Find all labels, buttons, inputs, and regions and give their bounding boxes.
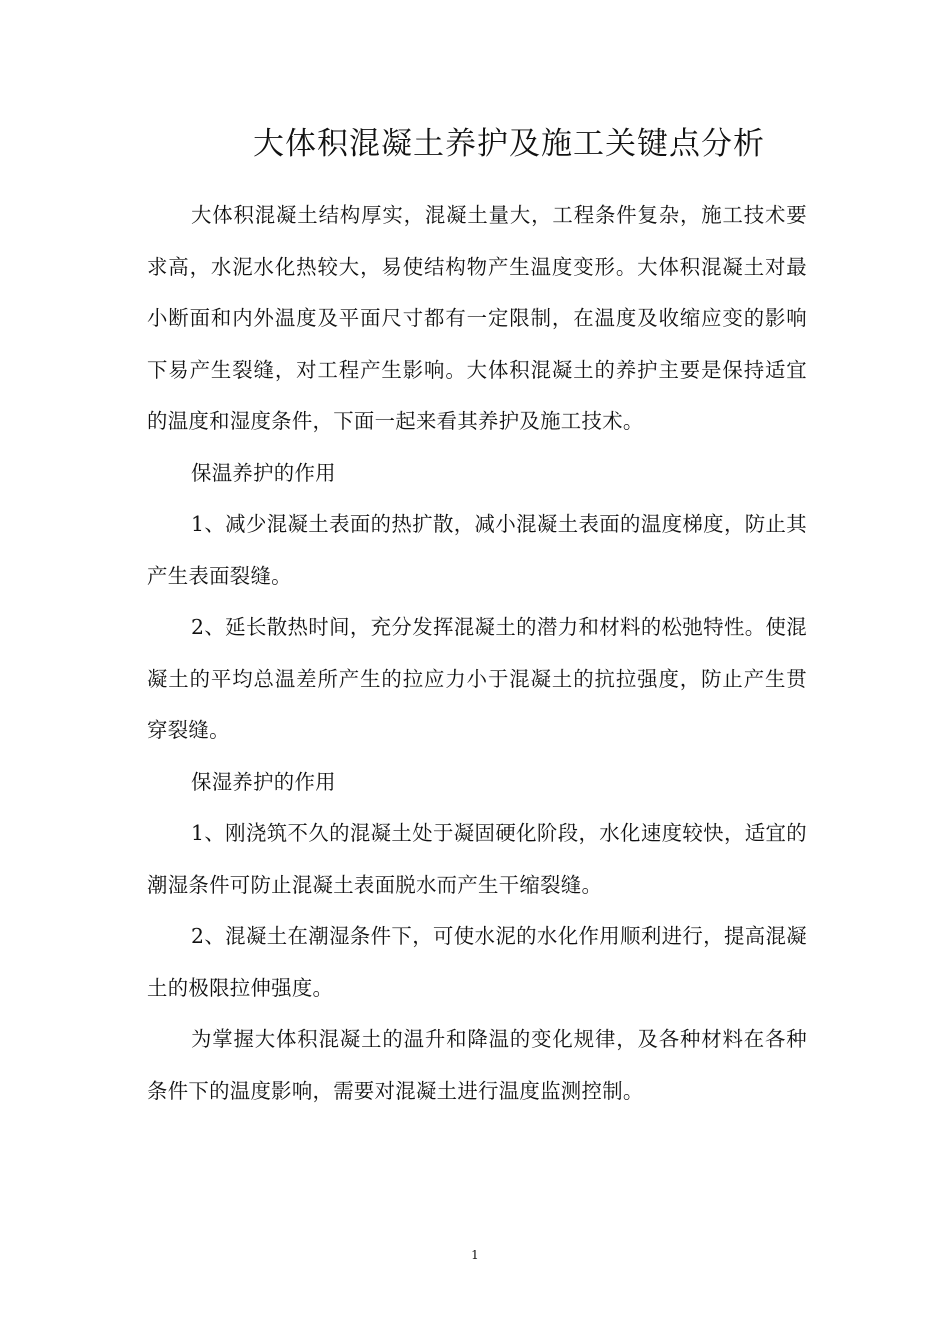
paragraph-text: 、减少混凝土表面的热扩散，减小混凝土表面的温度梯度，防止其产生表面裂缝。	[147, 512, 807, 588]
intro-paragraph	[147, 190, 807, 448]
insulation-point-2	[147, 602, 807, 757]
moisture-point-1	[147, 808, 807, 911]
paragraph-text: 、混凝土在潮湿条件下，可使水泥的水化作用顺利进行，提高混凝土的极限拉伸强度。	[147, 924, 807, 1000]
page-number: 1	[471, 1248, 479, 1262]
paragraph-text: 、刚浇筑不久的混凝土处于凝固硬化阶段，水化速度较快，适宜的潮湿条件可防止混凝土表面脱水而产生干缩裂缝。	[147, 821, 807, 897]
point-number: 2	[191, 615, 205, 639]
heading-text: 保温养护的作用	[191, 460, 336, 485]
point-number: 1	[191, 821, 205, 845]
insulation-point-1	[147, 499, 807, 602]
paragraph-text: 大体积混凝土结构厚实，混凝土量大，工程条件复杂，施工技术要求高，水泥水化热较大，易使结构物产生温度变形。大体积混凝土对最小断面和内外温度及平面尺寸都有一定限制，在温度及收缩应变的影响下易产生裂缝，对工程产生影响。大体积混凝土的养护主要是保持适宜的温度和湿度条件，下面一起来看其养护及施工技术。	[147, 203, 807, 433]
paragraph-text: 、延长散热时间，充分发挥混凝土的潜力和材料的松弛特性。使混凝土的平均总温差所产生的拉应力小于混凝土的抗拉强度，防止产生贯穿裂缝。	[147, 615, 807, 742]
section-heading-insulation	[147, 448, 807, 500]
point-number: 1	[191, 512, 205, 536]
closing-paragraph	[147, 1014, 807, 1117]
section-heading-moisture	[147, 757, 807, 809]
moisture-point-2	[147, 911, 807, 1014]
heading-text: 保湿养护的作用	[191, 769, 336, 794]
document-body	[147, 190, 807, 1117]
document-title: 大体积混凝土养护及施工关键点分析	[253, 126, 765, 162]
point-number: 2	[191, 924, 205, 948]
paragraph-text: 为掌握大体积混凝土的温升和降温的变化规律，及各种材料在各种条件下的温度影响，需要对混凝土进行温度监测控制。	[147, 1027, 807, 1103]
